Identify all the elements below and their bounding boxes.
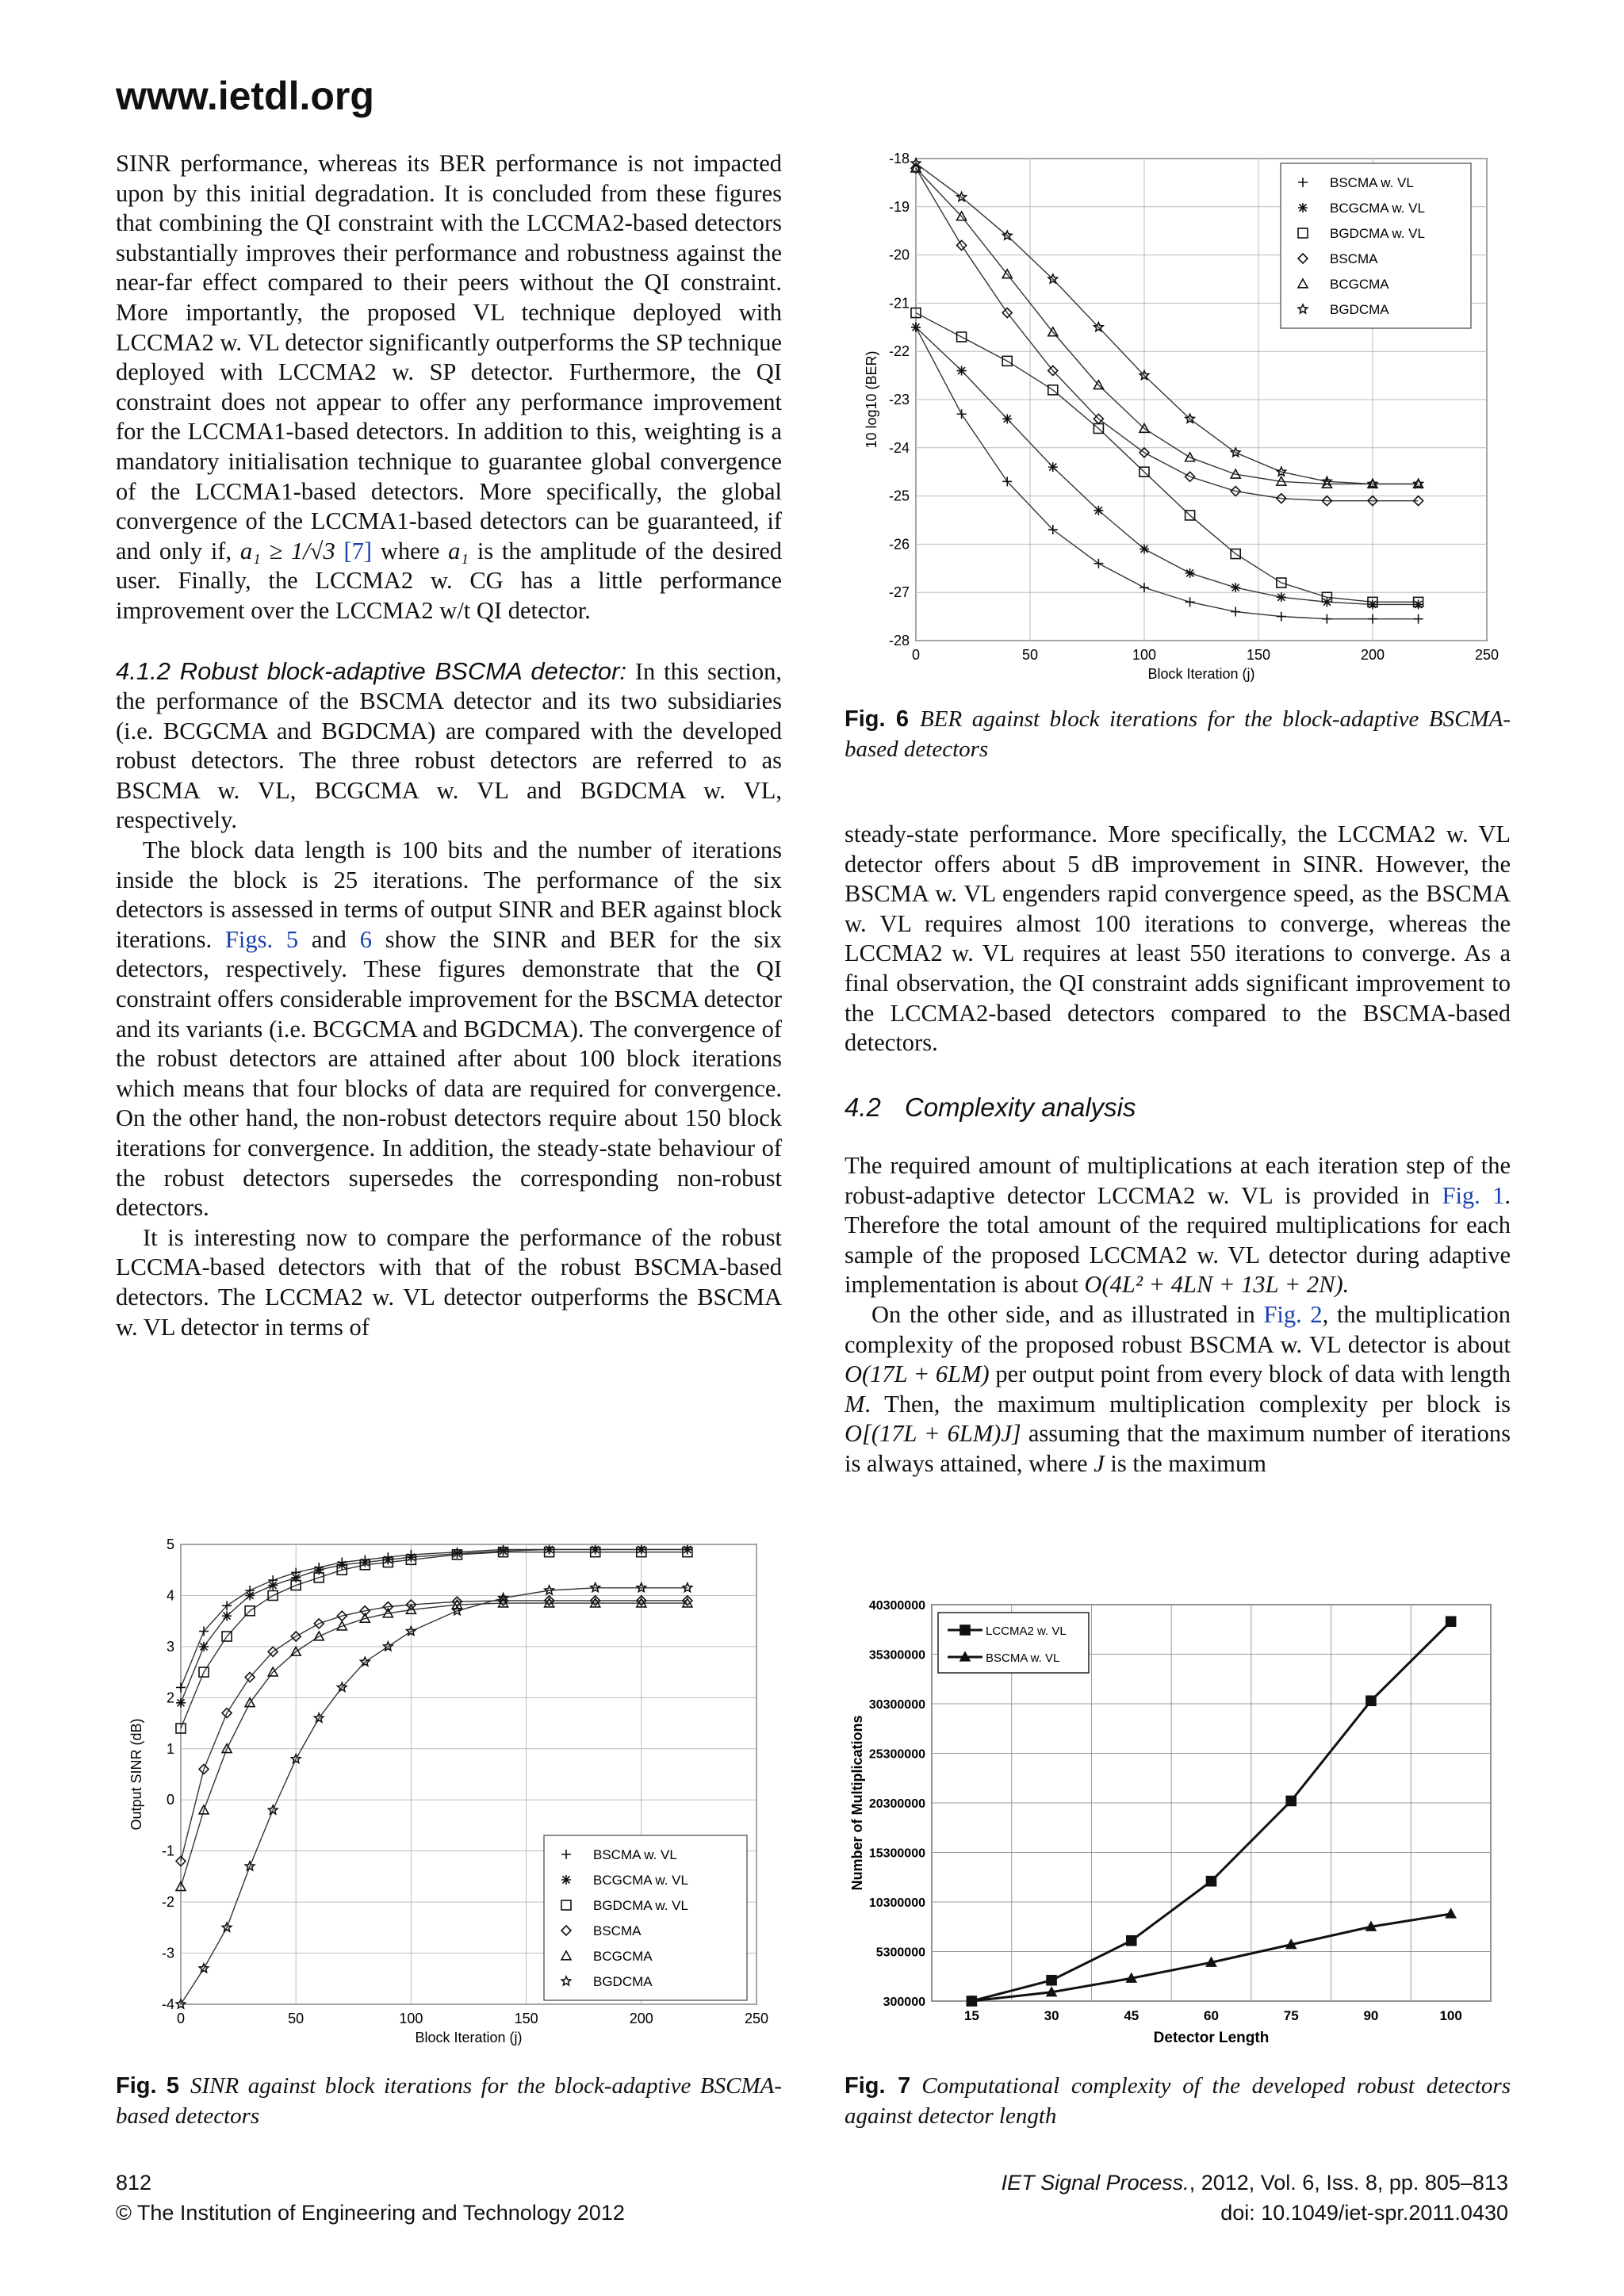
paragraph: It is interesting now to compare the performance of the robust LCCMA-based detectors with that of the robust BSCMA-based detectors. The LCCMA2 w. VL detector outperforms the BSCMA w. VL detector in terms of [116,1223,782,1341]
y-tick-label: 5300000 [875,1946,925,1960]
left-column [116,149,782,1342]
legend-marker [1298,203,1308,212]
paragraph: 4.1.2 Robust block-adaptive BSCMA detector: In this section, the performance of the BSCMA detector and its two subsidiaries (i.e. BCGCMA and BGDCMA) are compared with the developed robust detectors. The three robust detectors are referred to as BSCMA w. VL, BCGCMA w. VL and BGDCMA w. VL, respectively. [116,656,782,834]
x-tick-label: 100 [399,2011,423,2026]
x-axis-label: Block Iteration (j) [1147,666,1255,682]
footer-right [1002,2168,1508,2228]
paragraph: The required amount of multiplications at each iteration step of the robust-adaptive detector LCCMA2 w. VL is provided in Fig. 1. Therefore the total amount of the required multiplications for each sample of the proposed LCCMA2 w. VL detector during adaptive implementation is about O(4L² + 4LN + 13L + 2N). [845,1152,1511,1299]
y-tick-label: -27 [888,584,910,601]
data-point [1446,1617,1456,1626]
y-tick-label: 40300000 [868,1599,925,1613]
y-tick-label: -1 [161,1843,174,1859]
x-tick-label: 250 [1474,647,1500,663]
y-axis-label: 10 log10 (BER) [864,350,879,449]
fig5-chart [116,1530,782,2053]
x-tick-label: 100 [1132,647,1157,663]
y-tick-label: -28 [888,633,910,649]
y-tick-label: -19 [888,198,910,215]
paragraph: steady-state performance. More specifically, the LCCMA2 w. VL detector offers about 5 dB improvement in SINR. However, the BSCMA w. VL engenders rapid convergence speed, as the BSCMA w. VL requires almost 100 iterations to converge, whereas the LCCMA2 w. VL requires at least 550 iterations to converge. As a final observation, the QI constraint adds significant improvement to the LCCMA2-based detectors compared to the BSCMA-based detectors. [845,821,1511,1057]
data-point [1127,1936,1136,1946]
x-axis-label: Detector Length [1153,2030,1270,2046]
legend-label: BSCMA w. VL [593,1847,677,1862]
data-point [1002,414,1012,423]
data-point [1207,1877,1216,1886]
data-point [591,1544,600,1554]
legend-label: BGDCMA [593,1974,653,1989]
y-axis-label: Number of Multiplications [849,1715,865,1891]
x-tick-label: 200 [629,2011,653,2026]
footer-left [116,2168,625,2228]
right-column-top [845,820,1511,1058]
y-tick-label: 0 [166,1792,174,1808]
y-tick-label: -22 [888,343,910,360]
site-header[interactable]: www.ietdl.org [116,74,374,118]
x-tick-label: 90 [1363,2008,1379,2023]
y-tick-label: -26 [888,536,910,553]
y-tick-label: -21 [888,295,910,312]
legend-label: BCGCMA w. VL [593,1873,688,1888]
y-tick-label: 25300000 [868,1747,925,1762]
y-tick-label: 20300000 [868,1797,925,1811]
data-point [637,1544,646,1554]
data-point [1231,583,1240,592]
x-tick-label: 0 [911,647,921,663]
legend-label: BCGCMA [593,1949,653,1964]
legend-label: BCGCMA [1330,277,1389,292]
data-point [222,1611,232,1621]
y-tick-label: 10300000 [868,1896,925,1910]
paragraph: On the other side, and as illustrated in Fig. 2, the multiplication complexity of the proposed robust BSCMA w. VL detector is about O(17L + 6LM) per output point from every block of data with length M. Then, the maximum multiplication complexity per block is O[(17L + 6LM)J] assuming that the maximum number of iterations is always attained, where J is the maximum [845,1300,1511,1477]
legend-label: LCCMA2 w. VL [986,1624,1067,1638]
right-column-bottom [845,1151,1511,1479]
y-tick-label: -2 [161,1894,174,1911]
y-tick-label: -20 [888,247,910,263]
legend-label: BSCMA [593,1923,642,1938]
y-tick-label: -18 [888,151,910,166]
y-tick-label: 2 [166,1689,174,1706]
x-tick-label: 150 [514,2011,538,2026]
x-tick-label: 250 [744,2011,769,2026]
x-tick-label: 100 [1439,2008,1462,2023]
data-point [545,1544,554,1554]
y-tick-label: 1 [166,1740,174,1757]
y-tick-label: 30300000 [868,1698,925,1712]
x-tick-label: 30 [1044,2008,1059,2023]
x-tick-label: 75 [1283,2008,1299,2023]
reference-link[interactable]: 6 [359,925,372,953]
paragraph: SINR performance, whereas its BER performance is not impacted upon by this initial degradation. It is concluded from these figures that combining the QI constraint with the LCCMA2-based detectors substantially improves their performance and robustness against the near-far effect compared to their peers without the QI constraint. More importantly, the proposed VL technique deployed with LCCMA2 w. VL detector significantly outperforms the SP technique deployed with LCCMA2 w. SP detector. Furthermore, the QI constraint does not appear to offer any performance improvement for the LCCMA1-based detectors. In addition to this, weighting is a mandatory initialisation technique to guarantee global convergence of the LCCMA1-based detectors. More specifically, the global convergence of the LCCMA1-based detectors can be guaranteed, if and only if, a₁ ≥ 1/√3 [7] where a₁ is the amplitude of the desired user. Finally, the LCCMA2 w. CG has a little performance improvement over the LCCMA2 w/t QI detector. [116,150,783,624]
y-tick-label: -4 [161,1996,174,2012]
x-tick-label: 150 [1246,647,1271,663]
x-tick-label: 60 [1204,2008,1219,2023]
y-tick-label: 300000 [883,1996,925,2009]
x-tick-label: 0 [176,2011,186,2026]
y-axis-label: Output SINR (dB) [128,1718,144,1831]
page-number: 812 [116,2171,152,2195]
data-point [1048,462,1058,472]
fig7-caption: Fig. 7 Computational complexity of the developed robust detectors against detector length [845,2073,1511,2129]
y-tick-label: 35300000 [868,1648,925,1663]
data-point [1047,1976,1056,1985]
legend-label: BCGCMA w. VL [1330,201,1425,216]
data-point [1414,599,1423,609]
legend-marker [960,1625,970,1635]
data-point [1139,544,1149,553]
legend-label: BSCMA w. VL [986,1651,1060,1665]
data-point [245,1590,255,1600]
y-tick-label: 3 [166,1638,174,1655]
data-point [1286,1797,1296,1806]
data-point [911,323,921,332]
x-tick-label: 200 [1360,647,1385,663]
y-tick-label: 15300000 [868,1846,925,1861]
legend-label: BGDCMA w. VL [1330,226,1425,241]
reference-link[interactable]: Figs. 5 [224,925,299,953]
fig6-chart [845,143,1511,690]
data-point [683,1544,692,1554]
section-heading: 4.1.2 Robust block-adaptive BSCMA detector: [116,656,627,685]
legend-label: BSCMA w. VL [1330,175,1414,190]
legend-label: BSCMA [1330,251,1378,266]
x-tick-label: 50 [288,2011,304,2026]
y-tick-label: -23 [888,392,910,408]
fig6-caption: Fig. 6 BER against block iterations for the block-adaptive BSCMA-based detectors [845,706,1511,762]
x-tick-label: 45 [1124,2008,1139,2023]
legend-label: BGDCMA [1330,302,1389,317]
data-point [1277,592,1286,602]
reference-link[interactable]: Fig. 1 [1442,1181,1505,1209]
x-tick-label: 50 [1021,647,1039,663]
data-point [1368,599,1377,609]
copyright: © The Institution of Engineering and Technology 2012 [116,2201,625,2225]
legend-label: BGDCMA w. VL [593,1898,688,1913]
data-point [176,1698,186,1708]
doi: doi: 10.1049/iet-spr.2011.0430 [1220,2201,1508,2225]
y-tick-label: -25 [888,488,910,504]
data-point [957,366,967,376]
x-tick-label: 15 [963,2008,979,2023]
section-heading: 4.2 Complexity analysis [845,1093,1136,1122]
y-tick-label: -3 [161,1945,174,1961]
paragraph: The block data length is 100 bits and the number of iterations inside the block is 25 iterations. The performance of the six detectors is assessed in terms of output SINR and BER against block iterations. Figs. 5 and 6 show the SINR and BER for the six detectors, respectively. These figures demonstrate that the QI constraint offers considerable improvement for the BSCMA detector and its variants (i.e. BCGCMA and BGDCMA). The convergence of the robust detectors are attained after about 100 block iterations which means that four blocks of data are required for convergence. On the other hand, the non-robust detectors require about 150 block iterations for convergence. In addition, the steady-state behaviour of the robust detectors supersedes the corresponding non-robust detectors. [116,836,783,1222]
data-point [1366,1696,1376,1705]
x-axis-label: Block Iteration (j) [415,2030,523,2045]
reference-link[interactable]: [7] [343,537,373,564]
legend-marker [561,1875,571,1885]
y-tick-label: 4 [166,1587,174,1604]
journal-citation: IET Signal Process., 2012, Vol. 6, Iss. 8, pp. 805–813 [1001,2171,1508,2195]
fig5-caption: Fig. 5 SINR against block iterations for the block-adaptive BSCMA-based detectors [116,2073,782,2129]
data-point [1094,506,1103,515]
data-point [268,1581,278,1590]
data-point [1185,568,1195,578]
data-point [199,1642,209,1651]
y-tick-label: 5 [166,1536,174,1552]
fig7-chart [845,1586,1511,2061]
y-tick-label: -24 [888,439,910,456]
reference-link[interactable]: Fig. 2 [1263,1300,1323,1328]
